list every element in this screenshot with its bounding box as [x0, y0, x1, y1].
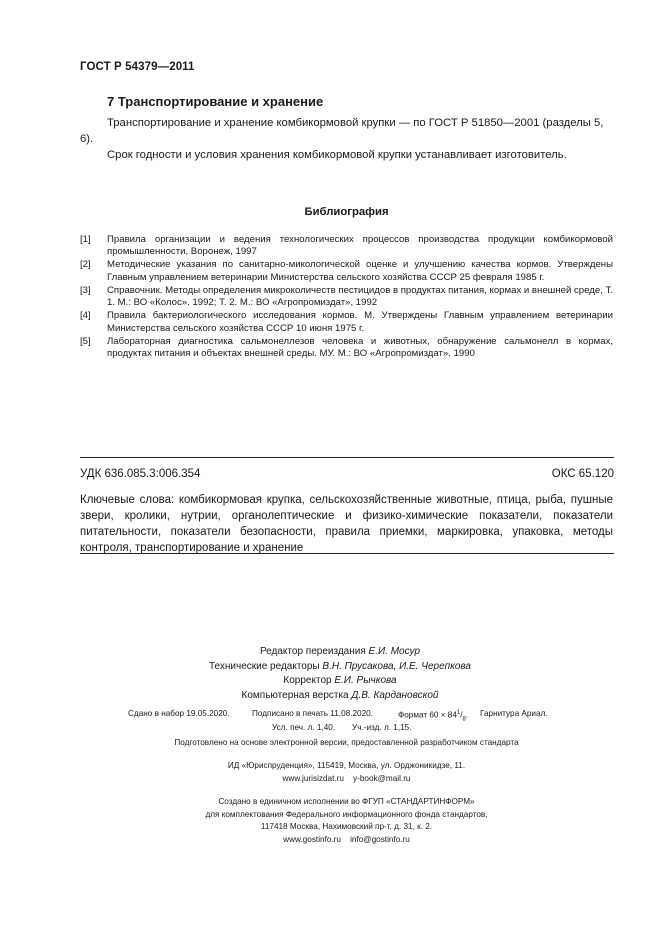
bibliography-item-text: Методические указания по санитарно-микологической оценке и улучшению качества кормов. Утверждены Главным управлением ветеринарии Министерства сельского хозяйства СССР 25 февраля 1985 г. — [107, 259, 613, 283]
publisher-address: ИД «Юриспруденция», 115419, Москва, ул. Орджоникидзе, 11. — [227, 761, 466, 770]
credits-block — [140, 645, 540, 703]
bibliography-item-number: [5] — [80, 335, 91, 347]
bibliography-item-number: [4] — [80, 310, 91, 322]
document-header-standard: ГОСТ Р 54379—2011 — [80, 61, 195, 73]
bibliography-item — [80, 259, 613, 284]
credit-corrector — [140, 674, 540, 689]
bibliography-item-number: [1] — [80, 234, 91, 245]
pub-signed: Подписано в печать 11.08.2020. — [252, 709, 373, 718]
bibliography-item-text: Справочник. Методы определения микроколичеств пестицидов в продуктах питания, кормах и внешней среде, Т. 1. М.: ВО «Колос». 1992; Т. 2. М.: ВО «Агропромиздат», 1992 — [107, 284, 613, 309]
publisher-email-link[interactable]: y-book@mail.ru — [353, 773, 411, 783]
bibliography-title: Библиография — [304, 206, 389, 218]
pub-format: Формат $60 \times 84^1/_8$. — [398, 710, 469, 723]
printer-contacts — [80, 834, 613, 847]
publisher-contacts — [80, 773, 613, 786]
bibliography-item — [80, 310, 613, 335]
divider-bottom — [80, 553, 614, 554]
publisher-site-link[interactable]: www.jurisizdat.ru — [282, 773, 344, 783]
credit-layout-name: Д.В. Кардановской — [351, 689, 439, 701]
pub-prepared-note: Подготовлено на основе электронной версии, предоставленной разработчиком стандарта — [174, 738, 519, 747]
bibliography-item-number: [3] — [80, 284, 91, 296]
bibliography-item — [80, 336, 613, 361]
printer-line-3: 117418 Москва, Нахимовский пр-т, д. 31, к. 2. — [260, 822, 433, 832]
printer-block — [80, 796, 613, 846]
pub-edition-sheets: Уч.-изд. л. 1,15. — [352, 723, 412, 732]
printer-email-link[interactable]: info@gostinfo.ru — [350, 834, 410, 844]
section-paragraph: Транспортирование и хранение комбикормовой крупки — по ГОСТ Р 51850—2001 (разделы 5, 6). — [80, 117, 604, 145]
bibliography-item-text: Правила бактериологического исследования кормов. М. Утверждены Главным управлением ветеринарии Министерства сельского хозяйства СССР 10 июня 1975 г. — [107, 310, 613, 334]
credit-corrector-name: Е.И. Рычкова — [334, 675, 397, 686]
pub-format-denominator: 8 — [462, 716, 466, 723]
printer-line-1: Создано в единичном исполнении во ФГУП «СТАНДАРТИНФОРМ» — [218, 797, 475, 806]
credit-editor — [140, 645, 540, 660]
pub-font: Гарнитура Ариал. — [480, 709, 548, 718]
credit-editor-name: Е.И. Мосур — [368, 646, 421, 657]
pub-print-sheets: Усл. печ. л. 1,40. — [272, 723, 336, 732]
bibliography-item — [80, 234, 613, 259]
pub-submitted: Сдано в набор 19.05.2020. — [128, 709, 230, 718]
credit-corrector-label: Корректор — [283, 675, 332, 686]
credit-editor-label: Редактор переиздания — [259, 646, 366, 657]
printer-site-link[interactable]: www.gostinfo.ru — [283, 834, 341, 844]
oks-code: ОКС 65.120 — [551, 468, 614, 480]
bibliography-item-number: [2] — [80, 259, 91, 271]
divider-top — [80, 457, 614, 458]
bibliography-item-text: Лабораторная диагностика сальмонеллезов человека и животных, обнаружение сальмонелл в кормах, продуктах питания и объектах внешней среды. МУ. М.: ВО «Агропромиздат». 1990 — [107, 335, 613, 360]
keywords: Ключевые слова: комбикормовая крупка, сельскохозяйственные животные, птица, рыба, пушные звери, кролики, нутрии, органолептические и физико-химические показатели, показатели питательности, показатели безопасности, правила приемки, маркировка, упаковка, методы контроля, транспортирование и хранение — [80, 494, 613, 554]
pub-format-numerator: 1 — [456, 710, 461, 716]
pub-format-prefix: Формат 60 × 84 — [398, 710, 457, 720]
printer-line-2: для комплектования Федерального информационного фонда стандартов, — [205, 809, 488, 819]
credit-tech-label: Технические редакторы — [208, 660, 320, 672]
credit-tech-editors — [140, 660, 540, 675]
bibliography-item — [80, 285, 613, 310]
section-title: 7 Транспортирование и хранение — [107, 94, 324, 109]
udk-code: УДК 636.085.3:006.354 — [80, 468, 201, 480]
credit-tech-names: В.Н. Прусакова, И.Е. Черепкова — [322, 660, 471, 672]
bibliography-item-text: Правила организации и ведения технологических процессов производства продукции комбикормовой промышленности, Воронеж, 1997 — [107, 234, 613, 258]
section-paragraph: Срок годности и условия хранения комбикормовой крупки устанавливает изготовитель. — [107, 149, 567, 161]
credit-layout-label: Компьютерная верстка — [241, 689, 349, 701]
section-body — [80, 115, 613, 163]
bibliography-list — [80, 234, 613, 361]
publisher-block — [80, 760, 613, 785]
credit-layout — [140, 689, 540, 704]
